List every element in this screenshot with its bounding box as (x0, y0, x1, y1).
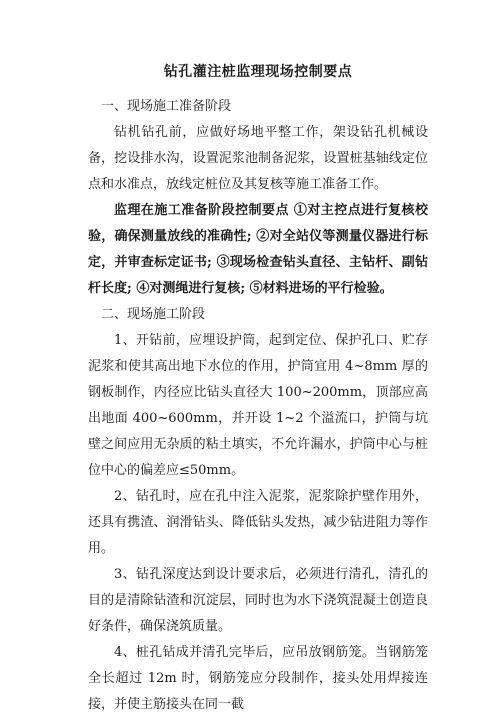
section-preparation (88, 94, 428, 302)
paragraph-supervision-key-points: 监理在施工准备阶段控制要点 ①对主控点进行复核校验，确保测量放线的准确性; ②对全站仪等测量仪器进行标定，并审查标定证书; ③现场检查钻头直径、主钻杆、副钻杆长度; ④对测绳进行复核; ⑤材料进场的平行检验。 (88, 203, 428, 296)
section-heading-construction: 二、现场施工阶段 (101, 307, 206, 322)
section-construction (88, 302, 428, 718)
paragraph-mud: 2、钻孔时，应在孔中注入泥浆，泥浆除护壁作用外，还具有携渣、润滑钻头、降低钻头发热，减少钻进阻力等作用。 (88, 489, 428, 556)
paragraph-hole-cleaning: 3、钻孔深度达到设计要求后，必须进行清孔，清孔的目的是清除钻渣和沉淀层，同时也为水下浇筑混凝土创造良好条件，确保浇筑质量。 (88, 567, 428, 634)
section-heading-preparation: 一、现场施工准备阶段 (101, 99, 232, 114)
paragraph-casing: 1、开钻前，应埋设护筒，起到定位、保护孔口、贮存泥浆和使其高出地下水位的作用，护筒宜用 4~8mm 厚的钢板制作，内径应比钻头直径大 100~200mm，顶部应高出地面 400~600mm，并开设 1~2 个溢流口，护筒与坑壁之间应用无杂质的粘土填实，不允许漏水，护筒中心与桩位中心的偏差应≤50mm。 (88, 333, 428, 478)
document-page (88, 62, 428, 718)
paragraph-rebar-cage: 4、桩孔钻成并清孔完毕后，应吊放钢筋笼。当钢筋笼全长超过 12m 时，钢筋笼应分段制作，接头处用焊接连接，并使主筋接头在同一截 (88, 645, 428, 712)
paragraph-preparation-work: 钻机钻孔前，应做好场地平整工作，架设钻孔机械设备，挖设排水沟，设置泥浆池制备泥浆，设置桩基轴线定位点和水准点，放线定桩位及其复核等施工准备工作。 (88, 125, 428, 192)
document-title: 钻孔灌注桩监理现场控制要点 (163, 64, 353, 80)
